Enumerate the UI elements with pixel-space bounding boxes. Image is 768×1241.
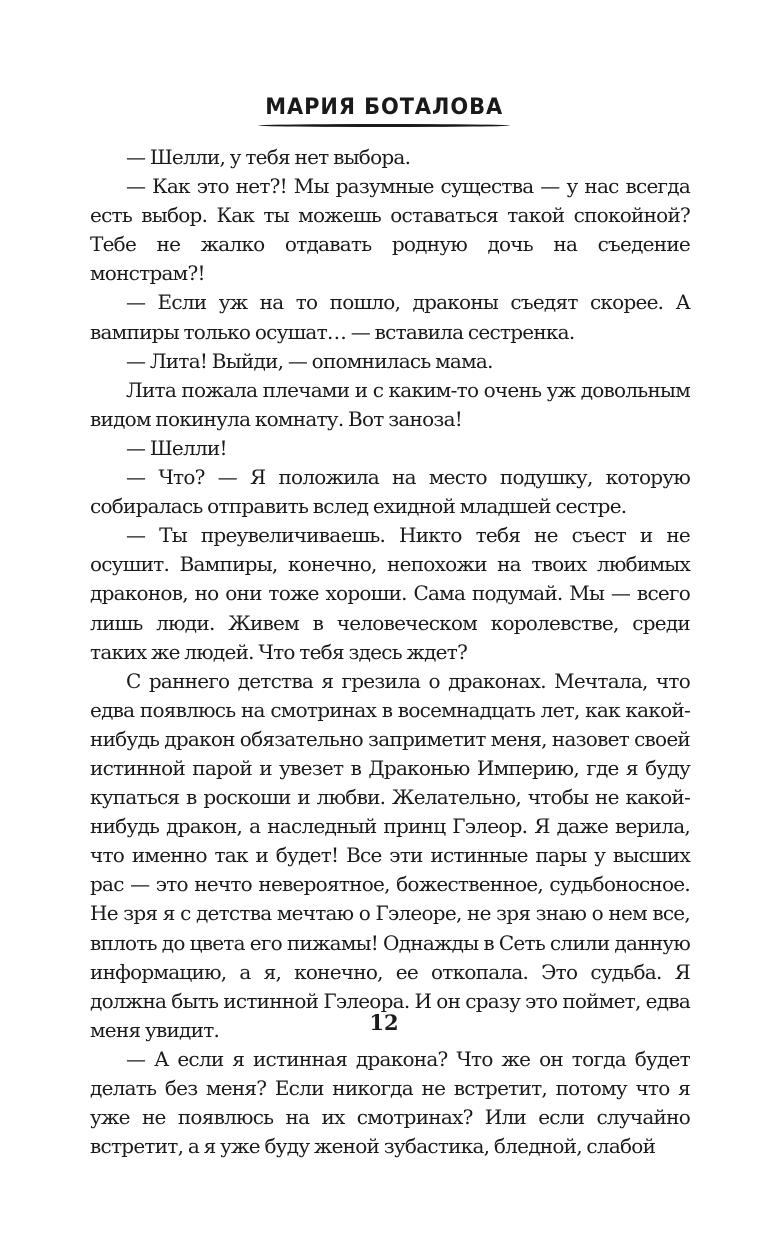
paragraph: — Что? — Я положила на место подушку, которую собиралась отправить вслед ехидной младшей сестре. [90,465,690,519]
paragraph: — Ты преувеличиваешь. Никто тебя не съест и не осушит. Вампиры, конечно, непохожи на твоих любимых драконов, но они тоже хороши. Сама подумай. Мы — всего лишь люди. Живем в человеческом королевстве, среди таких же людей. Что тебя здесь ждет? [90,523,690,664]
paragraph: — Лита! Выйди, — опомнилась мама. [126,348,493,373]
running-header [0,95,768,120]
paragraph: Лита пожала плечами и с каким-то очень уж довольным видом покинула комнату. Вот заноза! [90,377,690,431]
paragraph: С раннего детства я грезила о драконах. Мечтала, что едва появлюсь на смотринах в восемнадцать лет, как какой-нибудь дракон обязательно заприметит меня, назовет своей истинной парой и увезет в Драконью Империю, где я буду купаться в роскоши и любви. Желательно, чтобы не какой-нибудь дракон, а наследный принц Гэлеор. Я даже верила, что именно так и будет! Все эти истинные пары у высших рас — это нечто невероятное, божественное, судьбоносное. Не зря я с детства мечтаю о Гэлеоре, не зря знаю о нем все, вплоть до цвета его пижамы! Однажды в Сеть слили данную информацию, а я, конечно, ее откопала. Это судьба. Я должна быть истинной Гэлеора. И он сразу это поймет, едва меня увидит. [90,668,690,1042]
author-name: МАРИЯ БОТАЛОВА [265,95,503,120]
page-number: 12 [369,1010,399,1035]
body-text [90,143,690,1161]
header-rule [258,124,510,127]
paragraph: — А если я истинная дракона? Что же он тогда будет делать без меня? Если никогда не встретит, потому что я уже не появлюсь на их смотринах? Или если случайно встретит, а я уже буду женой зубастика, бледной, слабой [90,1046,690,1159]
paragraph: — Как это нет?! Мы разумные существа — у нас всегда есть выбор. Как ты можешь оставаться такой спокойной? Тебе не жалко отдавать родную дочь на съедение монстрам?! [90,174,690,286]
paragraph: — Шелли! [126,435,227,460]
paragraph: — Шелли, у тебя нет выбора. [126,145,411,169]
paragraph: — Если уж на то пошло, драконы съедят скорее. А вампиры только осушат… — вставила сестренка. [90,290,690,344]
